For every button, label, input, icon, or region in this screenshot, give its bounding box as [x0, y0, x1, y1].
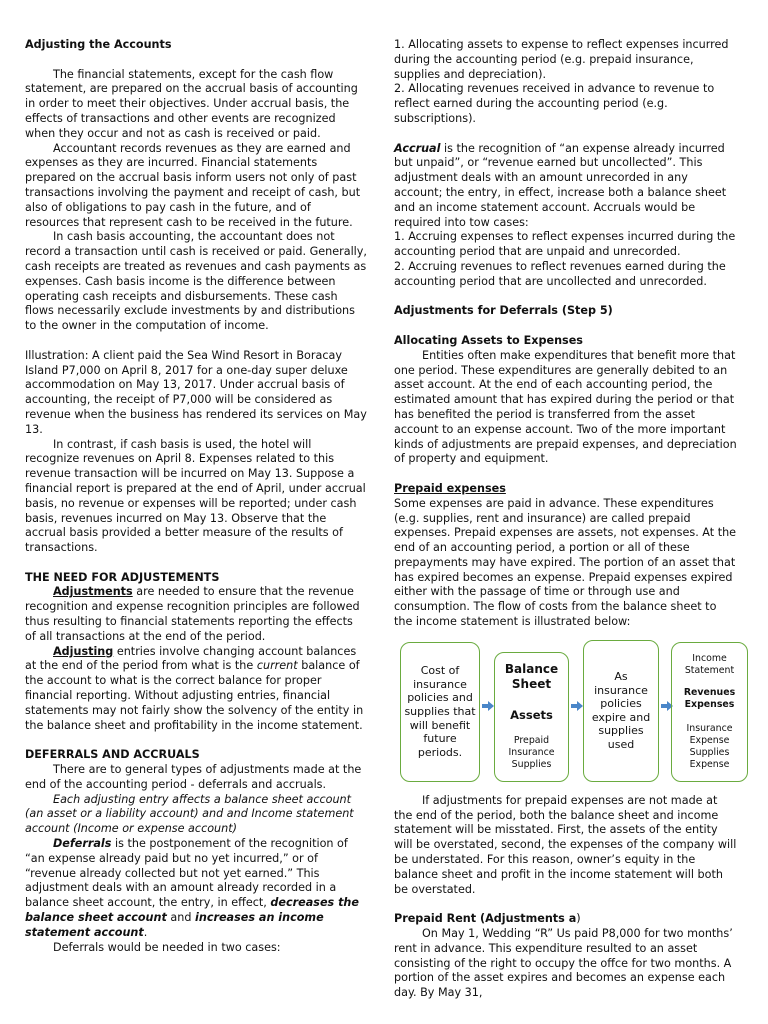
paragraph: Each adjusting entry affects a balance sheet account (an asset or a liability account) and and Income statement account (Income or expense account)	[25, 792, 354, 836]
list-item: 2. Allocating revenues received in advance to revenue to reflect earned during the accounting period (e.g. subscriptions).	[394, 82, 715, 125]
cost-flow-diagram	[394, 638, 738, 788]
diagram-box-balance-sheet: Balance Sheet Assets Prepaid Insurance Supplies	[494, 652, 569, 782]
paragraph: Deferrals would be needed in two cases:	[53, 940, 281, 954]
paragraph: There are to general types of adjustments made at the end of the accounting period - deferrals and accruals.	[25, 763, 362, 791]
list-item: 1. Accruing expenses to reflect expenses incurred during the accounting period that are unpaid and unrecorded.	[394, 230, 736, 259]
left-column	[25, 38, 367, 955]
list-item: 2. Accruing revenues to reflect revenues earned during the accounting period that are uncollected and unrecorded.	[394, 259, 726, 288]
paragraph: Deferrals is the postponement of the recognition of “an expense already paid but no yet incurred,” or of “revenue already collected but not yet earned.” This adjustment deals with an amount already recorded in a balance sheet account, the entry, in effect, decreases the balance sheet account and increases an income statement account.	[25, 837, 359, 939]
paragraph: Some expenses are paid in advance. These expenditures (e.g. supplies, rent and insurance) are called prepaid expenses. Prepaid expenses are assets, not expenses. At the end of an accounting period, a portion or all of these prepayments may have expired. The portion of an asset that has expired becomes an expense. Prepaid expenses expired either with the passage of time or through use and consumption. The flow of costs from the balance sheet to the income statement is illustrated below:	[394, 496, 737, 629]
paragraph: The financial statements, except for the cash flow statement, are prepared on the accrual basis of accounting in order to meet their objectives. Under accrual basis, the effects of transactions and other events are recognized when they occur and not as cash is received or paid.	[25, 67, 358, 140]
heading-deferrals-accruals: DEFERRALS AND ACCRUALS	[25, 748, 200, 762]
paragraph: If adjustments for prepaid expenses are not made at the end of the period, both the balance sheet and income statement will be misstated. First, the assets of the entity will be overstated, second, the expenses of the company will be understated. For this reason, owner’s equity in the balance sheet and profit in the income statement will both be overstated.	[394, 793, 737, 896]
paragraph: Accountant records revenues as they are earned and expenses as they are incurred. Financial statements prepared on the accrual basis inform users not only of past transactions involving the payment and receipt of cash, but also of obligations to pay cash in the future, and of resources that represent cash to be received in the future.	[25, 141, 361, 229]
term-deferrals: Deferrals	[53, 837, 112, 851]
diagram-box-cost: Cost of insurance policies and supplies that will benefit future periods.	[400, 642, 480, 782]
paragraph: Accrual is the recognition of “an expense already incurred but unpaid”, or “revenue earned but uncollected”. This adjustment deals with an amount unrecorded in any account; the entry, in effect, increase both a balance sheet and an income statement account. Accruals would be required into tow cases:	[394, 141, 727, 229]
diagram-box-expire: As insurance policies expire and supplies used	[583, 640, 659, 782]
heading-prepaid-expenses: Prepaid expenses	[394, 481, 506, 495]
term-adjusting: Adjusting	[53, 644, 114, 658]
paragraph: In contrast, if cash basis is used, the hotel will recognize revenues on April 8. Expenses related to this revenue transaction will be incurred on May 13. Suppose a financial report is prepared at the end of April, under accrual basis, no revenue or expenses will be reported; under cash basis, revenues incurred on May 13. Observe that the accrual basis provided a better measure of the results of transactions.	[25, 437, 366, 555]
heading-need-for-adjustments: THE NEED FOR ADJUSTEMENTS	[25, 570, 220, 584]
heading-allocating-assets: Allocating Assets to Expenses	[394, 333, 583, 347]
paragraph: Entities often make expenditures that benefit more that one period. These expenditures are generally debited to an asset account. At the end of each accounting period, the estimated amount that has expired during the period or that has benefited the period is transferred from the asset account to an expense account. Two of the more important kinds of adjustments are prepaid expenses, and depreciation of property and equipment.	[394, 348, 737, 466]
arrow-right-icon	[571, 701, 583, 711]
section-title: Adjusting the Accounts	[25, 38, 172, 51]
paragraph: Illustration: A client paid the Sea Wind Resort in Boracay Island P7,000 on April 8, 2017 for a one-day super deluxe accommodation on May 13, 2017. Under accrual basis of accounting, the receipt of P7,000 will be considered as revenue when the business has rendered its services on May 13.	[25, 348, 367, 436]
list-item: 1. Allocating assets to expense to reflect expenses incurred during the accounting period (e.g. prepaid insurance, supplies and depreciation).	[394, 38, 729, 81]
term-adjustments: Adjustments	[53, 585, 133, 599]
right-column	[394, 38, 738, 1001]
heading-prepaid-rent: Prepaid Rent (Adjustments a)	[394, 912, 581, 926]
heading-adjustments-deferrals: Adjustments for Deferrals (Step 5)	[394, 304, 613, 318]
paragraph: In cash basis accounting, the accountant does not record a transaction until cash is received or paid. Generally, cash receipts are treated as revenues and cash payments as expenses. Cash basis income is the difference between operating cash receipts and disbursements. These cash flows necessarily exclude investments by and distributions to the owner in the computation of income.	[25, 230, 367, 333]
diagram-box-income-statement: Income Statement Revenues Expenses Insurance Expense Supplies Expense	[671, 642, 748, 782]
paragraph: On May 1, Wedding “R” Us paid P8,000 for two months’ rent in advance. This expenditure resulted to an asset consisting of the right to occupy the offce for two months. A portion of the asset expires and becomes an expense each day. By May 31,	[394, 927, 733, 1000]
paragraph: Adjusting entries involve changing account balances at the end of the period from what is the current balance of the account to what is the correct balance for proper financial reporting. Without adjusting entries, financial statements may not fairly show the solvency of the entity in the balance sheet and profitability in the income statement.	[25, 644, 364, 732]
term-accrual: Accrual	[394, 141, 441, 155]
paragraph: Adjustments are needed to ensure that the revenue recognition and expense recognition principles are followed thus resulting to financial statements reporting the effects of all transactions at the end of the period.	[25, 585, 360, 643]
arrow-right-icon	[482, 701, 494, 711]
